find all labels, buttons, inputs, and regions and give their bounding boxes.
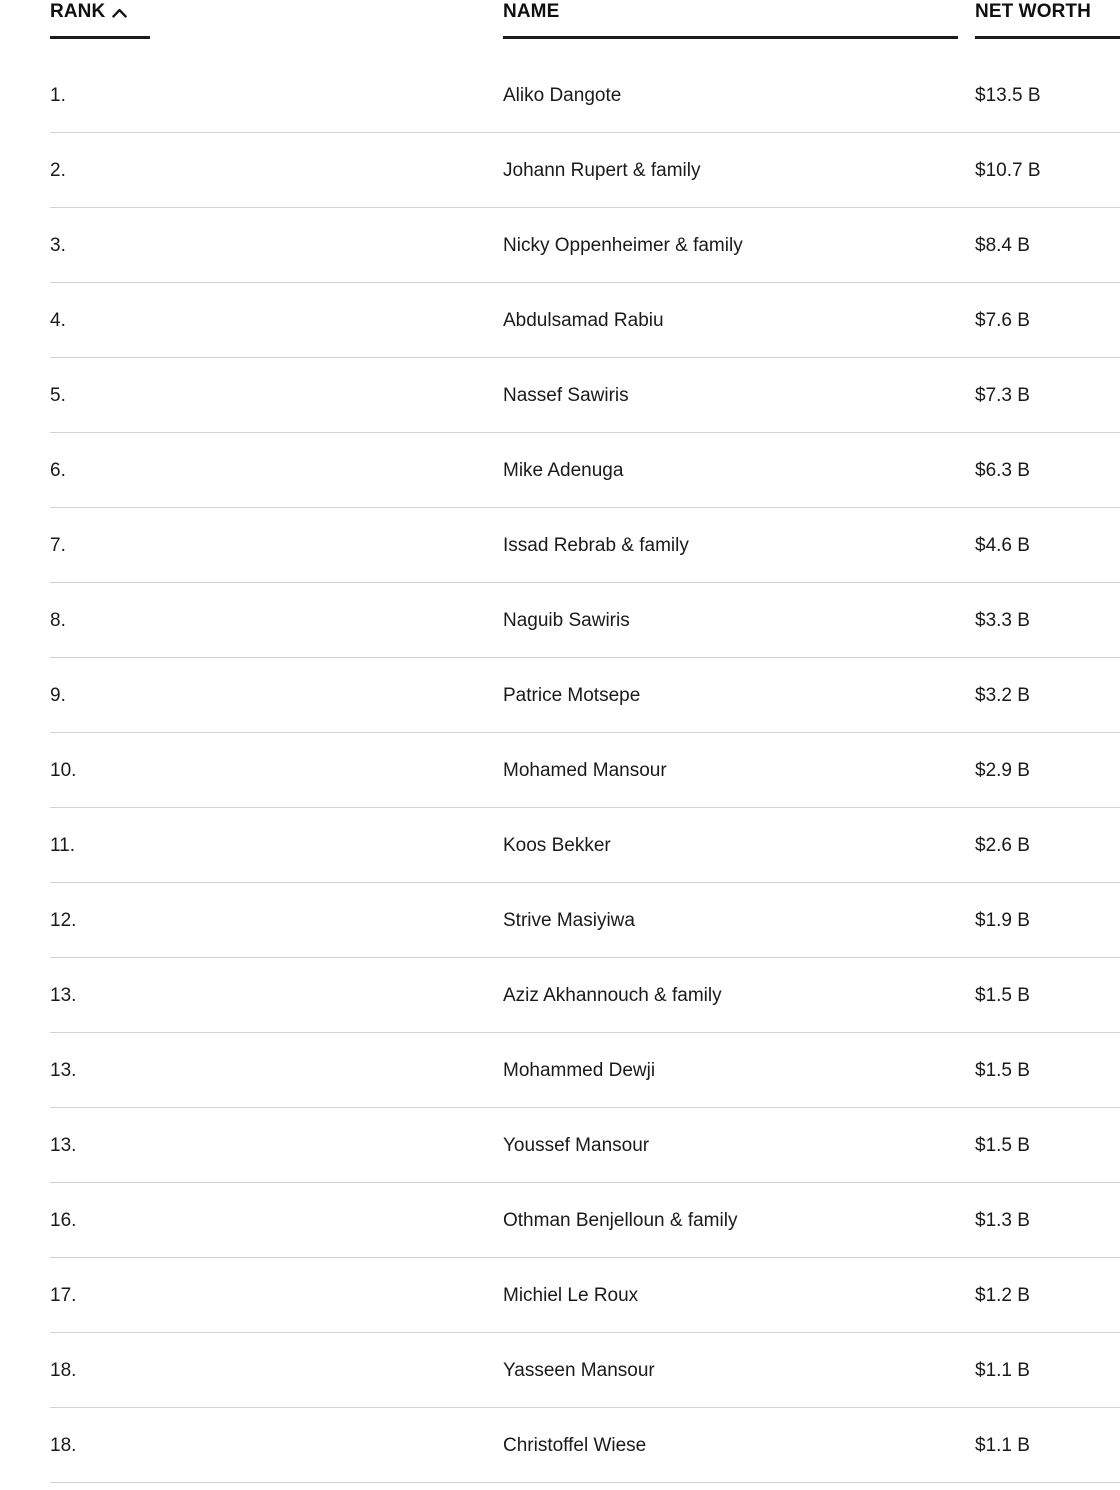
- name-cell: Nicky Oppenheimer & family: [503, 235, 743, 256]
- name-cell: Michiel Le Roux: [503, 1285, 639, 1306]
- table-row[interactable]: [0, 808, 1120, 883]
- table-row[interactable]: [0, 883, 1120, 958]
- rank-cell: 9.: [50, 685, 66, 706]
- header-rule-name: [503, 36, 958, 39]
- table-row[interactable]: [0, 658, 1120, 733]
- rank-cell: 10.: [50, 760, 77, 781]
- row-separator: [50, 1482, 1120, 1483]
- column-header-name-label: NAME: [503, 1, 560, 22]
- table-row[interactable]: [0, 58, 1120, 133]
- net-worth-cell: $8.4 B: [975, 235, 1030, 256]
- net-worth-cell: $2.6 B: [975, 835, 1030, 856]
- chevron-up-icon[interactable]: [112, 8, 127, 18]
- table-row[interactable]: [0, 133, 1120, 208]
- name-cell: Aziz Akhannouch & family: [503, 985, 722, 1006]
- net-worth-cell: $7.3 B: [975, 385, 1030, 406]
- rank-cell: 16.: [50, 1210, 77, 1231]
- name-cell: Johann Rupert & family: [503, 160, 701, 181]
- rank-cell: 11.: [50, 835, 76, 856]
- header-rule-net-worth: [975, 36, 1120, 39]
- rank-cell: 18.: [50, 1360, 77, 1381]
- table-row[interactable]: [0, 208, 1120, 283]
- table-row[interactable]: [0, 508, 1120, 583]
- column-header-rank-label: RANK: [50, 1, 106, 22]
- net-worth-cell: $2.9 B: [975, 760, 1030, 781]
- name-cell: Abdulsamad Rabiu: [503, 310, 664, 331]
- net-worth-cell: $3.3 B: [975, 610, 1030, 631]
- net-worth-cell: $4.6 B: [975, 535, 1030, 556]
- net-worth-cell: $1.1 B: [975, 1435, 1030, 1456]
- name-cell: Othman Benjelloun & family: [503, 1210, 738, 1231]
- rank-cell: 8.: [50, 610, 66, 631]
- table-row[interactable]: [0, 733, 1120, 808]
- table-row[interactable]: [0, 433, 1120, 508]
- net-worth-cell: $13.5 B: [975, 85, 1041, 106]
- table-header: [0, 0, 1120, 46]
- column-header-net-worth[interactable]: [975, 0, 1091, 24]
- rank-cell: 13.: [50, 1060, 77, 1081]
- name-cell: Mohammed Dewji: [503, 1060, 656, 1081]
- name-cell: Christoffel Wiese: [503, 1435, 647, 1456]
- net-worth-cell: $1.3 B: [975, 1210, 1030, 1231]
- rank-cell: 5.: [50, 385, 66, 406]
- net-worth-cell: $6.3 B: [975, 460, 1030, 481]
- net-worth-cell: $3.2 B: [975, 685, 1030, 706]
- name-cell: Youssef Mansour: [503, 1135, 650, 1156]
- table-row[interactable]: [0, 1108, 1120, 1183]
- table-row[interactable]: [0, 583, 1120, 658]
- name-cell: Issad Rebrab & family: [503, 535, 689, 556]
- header-rule-rank: [50, 36, 150, 39]
- table-row[interactable]: [0, 1333, 1120, 1408]
- name-cell: Koos Bekker: [503, 835, 611, 856]
- name-cell: Naguib Sawiris: [503, 610, 630, 631]
- net-worth-cell: $10.7 B: [975, 160, 1041, 181]
- name-cell: Yasseen Mansour: [503, 1360, 655, 1381]
- rank-cell: 17.: [50, 1285, 77, 1306]
- column-header-name[interactable]: [503, 0, 559, 24]
- net-worth-cell: $1.1 B: [975, 1360, 1030, 1381]
- net-worth-cell: $1.5 B: [975, 1060, 1030, 1081]
- rank-cell: 7.: [50, 535, 66, 556]
- rank-cell: 2.: [50, 160, 66, 181]
- table-row[interactable]: [0, 1183, 1120, 1258]
- name-cell: Patrice Motsepe: [503, 685, 641, 706]
- net-worth-cell: $1.5 B: [975, 1135, 1030, 1156]
- rank-cell: 18.: [50, 1435, 77, 1456]
- rank-cell: 1.: [50, 85, 66, 106]
- table-row[interactable]: [0, 283, 1120, 358]
- net-worth-cell: $7.6 B: [975, 310, 1030, 331]
- rank-cell: 3.: [50, 235, 66, 256]
- table-row[interactable]: [0, 958, 1120, 1033]
- table-body: [0, 58, 1120, 1483]
- name-cell: Nassef Sawiris: [503, 385, 629, 406]
- table-row[interactable]: [0, 1258, 1120, 1333]
- name-cell: Strive Masiyiwa: [503, 910, 635, 931]
- rank-cell: 13.: [50, 985, 77, 1006]
- rank-cell: 4.: [50, 310, 66, 331]
- name-cell: Mohamed Mansour: [503, 760, 667, 781]
- name-cell: Aliko Dangote: [503, 85, 622, 106]
- net-worth-cell: $1.5 B: [975, 985, 1030, 1006]
- rank-cell: 6.: [50, 460, 66, 481]
- rank-cell: 13.: [50, 1135, 77, 1156]
- column-header-net-worth-label: NET WORTH: [975, 1, 1091, 22]
- rank-cell: 12.: [50, 910, 77, 931]
- table-row[interactable]: [0, 358, 1120, 433]
- table-row[interactable]: [0, 1408, 1120, 1483]
- net-worth-cell: $1.9 B: [975, 910, 1030, 931]
- table-row[interactable]: [0, 1033, 1120, 1108]
- net-worth-cell: $1.2 B: [975, 1285, 1030, 1306]
- column-header-rank[interactable]: [50, 0, 127, 24]
- name-cell: Mike Adenuga: [503, 460, 624, 481]
